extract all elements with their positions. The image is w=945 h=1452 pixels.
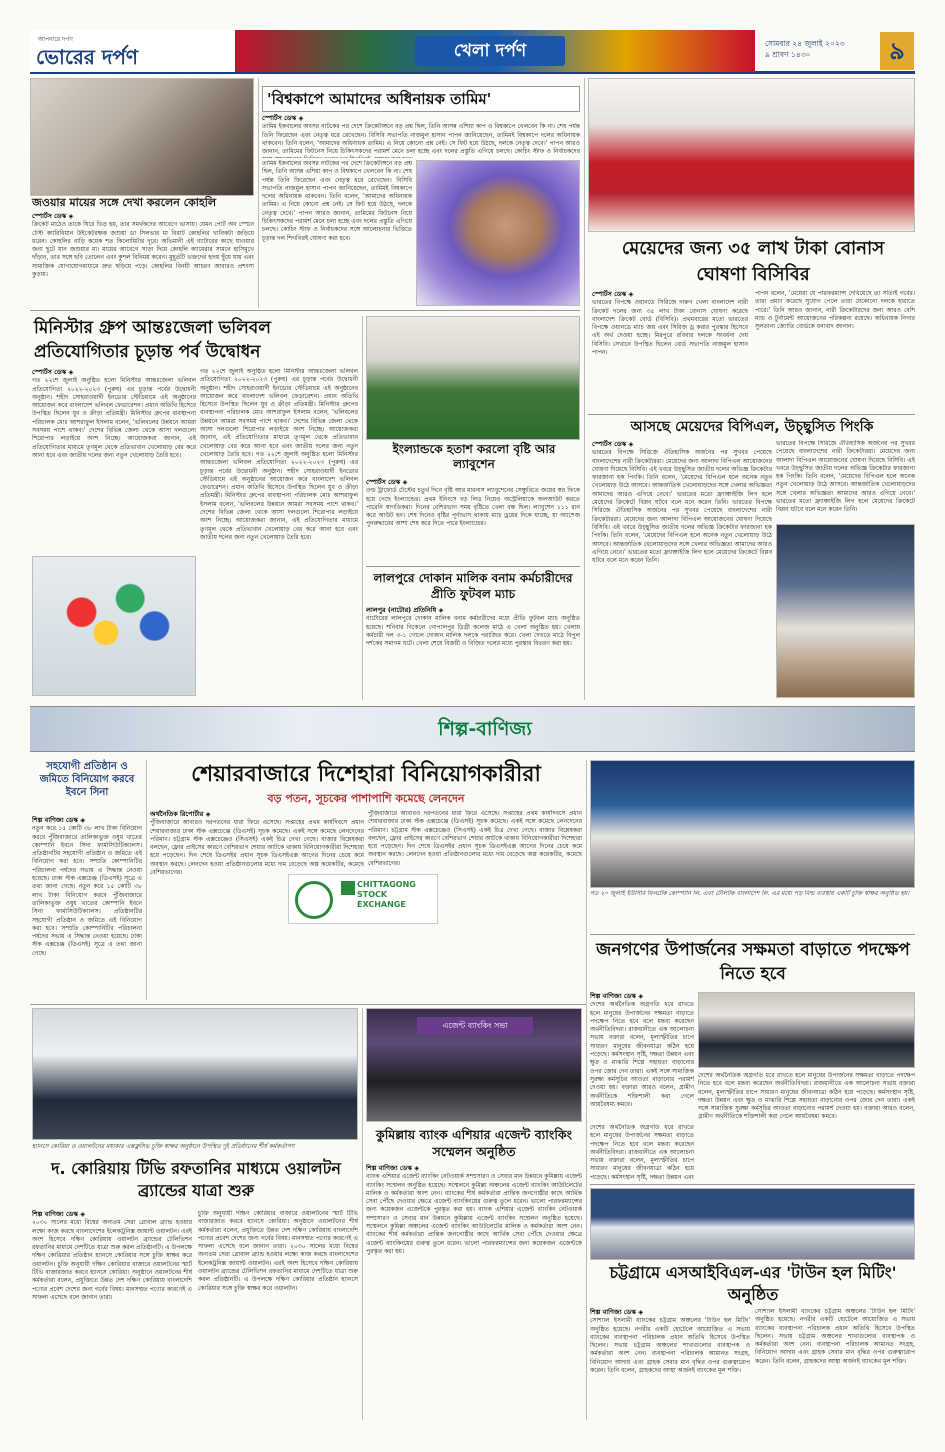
bonus-headline: মেয়েদের জন্য ৩৫ লাখ টাকা বোনাস ঘোষণা বিসিবির: [621, 238, 885, 285]
walton-text-right: চুক্তি অনুযায়ী দক্ষিণ কোরিয়ার বাজারে ওয়ালটনের স্মার্ট টিভি বাজারজাত করবে হ্যানসে কোরিয়া। অনুষ্ঠানে ওয়ালটনের শীর্ষ কর্মকর্তারা বলেন, প্রযুক্তিতে উন্নত দেশ দক্ষিণ কোরিয়ায় বাংলাদেশি পণ্যের প্রবেশ দেশের জন্য গর্বের বিষয়। মানসম্মত পণ্যের কারণেই এ সাফল্য এসেছে বলে জানান তারা।: [198, 1210, 358, 1251]
kohli-desk: স্পোর্টস ডেস্ক ◈: [32, 212, 74, 220]
investment-text: নতুন করে ১৫ কোটি ৩৮ লাখ টাকা বিনিয়োগ করবে পুঁজিবাজারে তালিকাভুক্ত ওষুধ খাতের কোম্পানি ইবনে সিনা ফার্মাসিউটিক্যালস। প্রতিষ্ঠানটির সহযোগী প্রতিষ্ঠান ও জমিতে এই বিনিয়োগ করা হবে। সম্প্রতি কোম্পানিটির পরিচালনা পর্ষদের সভায় এ সিদ্ধান্ত নেওয়া হয়েছে। ঢাকা স্টক এক্সচেঞ্জ (ডিএসই) সূত্রে এ তথ্য জানা গেছে।: [32, 825, 142, 891]
football-text: নাটোরের লালপুরে দোকান মালিক বনাম কর্মচারীদের মধ্যে প্রীতি ফুটবল ম্যাচ অনুষ্ঠিত হয়েছে। শনিবার বিকেলে গোপালপুর ডিগ্রী কলেজ মাঠে এ খেলা অনুষ্ঠিত হয়। খেলায় কর্মচারী দল ৩-১ গোলে দোকান মালিক দলকে পরাজিত করে। খেলা দেখতে মাঠে বিপুল দর্শকের সমাগম ঘটে। খেলা শেষে বিজয়ী ও বিজিত দলের মধ্যে পুরস্কার বিতরণ করা হয়।: [366, 615, 580, 648]
tamim-body-top: [262, 114, 580, 158]
column-rule: [586, 760, 587, 1420]
volleyball-text-cont: গত ২২শে জুলাই অনুষ্ঠিত হলো মিনিস্টার আন্তঃজেলা ভলিবল প্রতিযোগিতা ২০২২-২০২৩ (পুরুষ) এর চূড়ান্ত পর্বের উদ্বোধনী অনুষ্ঠান। শহীদ সোহরাওয়ার্দী ইনডোর স্টেডিয়ামে এই অনুষ্ঠানের আয়োজন করে বাংলাদেশ ভলিবল ফেডারেশন। প্রধান অতিথি হিসেবে উপস্থিত ছিলেন যুব ও ক্রীড়া প্রতিমন্ত্রী। মিনিস্টার গ্রুপের ব্যবস্থাপনা পরিচালক মোঃ আশরাফুল ইসলাম বলেন, 'ভলিবলের উন্নয়নে আমরা সবসময় পাশে থাকব।' দেশের বিভিন্ন জেলা থেকে আসা দলগুলো শিরোপার লড়াইয়ে অংশ নিচ্ছে। আয়োজকরা জানান, এই প্রতিযোগিতার মাধ্যমে তৃণমূল থেকে প্রতিভাবান খেলোয়াড় বের করে আনা হবে এবং জাতীয় দলের জন্য নতুন খেলোয়াড় তৈরি হবে।: [200, 368, 358, 458]
income-body-left: [590, 992, 694, 1122]
column-rule: [584, 78, 585, 700]
ctg-desk: শিল্প বাণিজ্য ডেস্ক ◈: [590, 1308, 644, 1316]
section-header-banner: [235, 30, 755, 72]
paper-name: ভোরের দর্পণ: [36, 45, 138, 69]
ctg-headline: চট্টগ্রামে এসআইবিএল-এর 'টাউন হল মিটিং' অনুষ্ঠিত: [609, 1263, 897, 1304]
bpl-text-cont: ভারতের বিপক্ষে সিরিজে ঐতিহাসিক অর্জনের পর সুখবর পেয়েছে বাংলাদেশের নারী ক্রিকেটাররা। মেয়েদের জন্য আলাদা বিপিএল আয়োজনের ঘোষণা দিয়েছে বিসিবি। এই খবরে উচ্ছ্বসিত জাতীয় দলের অভিজ্ঞ ক্রিকেটার ফারজানা হক পিংকি। তিনি বলেন, 'মেয়েদের বিপিএল হলে অনেক নতুন খেলোয়াড় উঠে আসবে। আন্তর্জাতিক খেলোয়াড়দের সঙ্গে খেলার অভিজ্ঞতা আমাদের আরও এগিয়ে নেবে।' ভারতের মতো ফ্র্যাঞ্চাইজি লিগ হলে মেয়েদের ক্রিকেটে বিপ্লব ঘটবে বলে মনে করেন তিনি।: [592, 499, 772, 565]
bpl-text-right: ভারতের বিপক্ষে সিরিজে ঐতিহাসিক অর্জনের পর সুখবর পেয়েছে বাংলাদেশের নারী ক্রিকেটাররা। মেয়েদের জন্য আলাদা বিপিএল আয়োজনের ঘোষণা দিয়েছে বিসিবি। এই খবরে উচ্ছ্বসিত জাতীয় দলের অভিজ্ঞ ক্রিকেটার ফারজানা হক পিংকি। তিনি বলেন, 'মেয়েদের বিপিএল হলে অনেক নতুন খেলোয়াড় উঠে আসবে। আন্তর্জাতিক খেলোয়াড়দের সঙ্গে খেলার অভিজ্ঞতা আমাদের আরও এগিয়ে নেবে।' ভারতের মতো ফ্র্যাঞ্চাইজি লিগ হলে মেয়েদের ক্রিকেটে বিপ্লব ঘটবে বলে মনে করেন তিনি।: [776, 440, 915, 514]
walton-photo: [32, 1008, 358, 1140]
bonus-text-right: পাপন বলেন, 'মেয়েরা যে পারফরম্যান্স দেখিয়েছে তা সত্যিই গর্বের। তারা প্রমাণ করেছে সুযোগ পেলে তারা যেকোনো দলকে হারাতে পারে।' তিনি আরও জানান, নারী ক্রিকেটারদের জন্য আরও বেশি ম্যাচ ও টুর্নামেন্ট আয়োজনের পরিকল্পনা রয়েছে। অধিনায়ক নিগার সুলতানা জ্যোতি বোর্ডকে ধন্যবাদ জানান।: [755, 290, 915, 331]
walton-text-left: ২০৩০ সালের মধ্যে বিশ্বের অন্যতম সেরা গ্লোবাল ব্র্যান্ড হওয়ার লক্ষ্যে কাজ করছে বাংলাদেশের ইলেকট্রনিক্স জায়ান্ট ওয়ালটন। এরই অংশ হিসেবে দক্ষিণ কোরিয়ায় ওয়ালটন ব্র্যান্ডের টেলিভিশন রফতানির মাধ্যমে দেশটিতে যাত্রা শুরু করল প্রতিষ্ঠানটি। এ উপলক্ষে দক্ষিণ কোরিয়ার প্রতিষ্ঠান হ্যানসে কোরিয়ার সঙ্গে চুক্তি স্বাক্ষর করে ওয়ালটন।: [32, 1219, 192, 1268]
cse-logo-line-3: EXCHANGE: [357, 900, 406, 909]
tamim-photo: [416, 160, 580, 306]
walton-desk: শিল্প বাণিজ্য ডেস্ক ◈: [32, 1210, 86, 1218]
investment-text-cont: নতুন করে ১৫ কোটি ৩৮ লাখ টাকা বিনিয়োগ করবে পুঁজিবাজারে তালিকাভুক্ত ওষুধ খাতের কোম্পানি ইবনে সিনা ফার্মাসিউটিক্যালস। প্রতিষ্ঠানটির সহযোগী প্রতিষ্ঠান ও জমিতে এই বিনিয়োগ করা হবে। সম্প্রতি কোম্পানিটির পরিচালনা পর্ষদের সভায় এ সিদ্ধান্ত নেওয়া হয়েছে। ঢাকা স্টক এক্সচেঞ্জ (ডিএসই) সূত্রে এ তথ্য জানা গেছে।: [32, 883, 142, 957]
income-body-left-cont: [590, 1124, 694, 1182]
walton-body-right: [198, 1210, 358, 1420]
england-body: [366, 478, 580, 564]
income-headline: জনগণের উপার্জনের সক্ষমতা বাড়াতে পদক্ষেপ নিতে হবে: [596, 940, 910, 984]
paper-tagline: আপনারে দর্পণ: [38, 36, 73, 43]
football-desk: লালপুর (নাটোর) প্রতিনিধি ◈: [366, 606, 444, 614]
sharebazar-headline: শেয়ারবাজারে দিশেহারা বিনিয়োগকারীরা: [191, 762, 541, 787]
column-rule: [362, 316, 363, 700]
bpl-desk: স্পোর্টস ডেস্ক ◈: [592, 440, 634, 448]
england-text: ওল্ড ট্রাফোর্ড টেস্টের চতুর্থ দিনে বৃষ্টি আর মারনাস ল্যাবুশেনের সেঞ্চুরিতে জয়ের স্বপ্ন ফিকে হয়ে গেছে ইংল্যান্ডের। প্রথম ইনিংসে বড় লিড নিয়েও অস্ট্রেলিয়াকে অলআউট করতে পারেনি স্বাগতিকরা। দিনের বেশিরভাগ সময় বৃষ্টিতে খেলা বন্ধ ছিল। ল্যাবুশেন ১১১ রান করে আউট হন। শেষ দিনেও বৃষ্টির পূর্বাভাস থাকায় ম্যাচ ড্রয়ের দিকে যাচ্ছে, যা অ্যাশেজ পুনরুদ্ধারের আশা শেষ করে দিতে পারে ইংল্যান্ডের।: [366, 487, 580, 528]
income-text-cont: দেশের অর্থনৈতিক অগ্রগতি ধরে রাখতে হলে মানুষের উপার্জনের সক্ষমতা বাড়াতে পদক্ষেপ নিতে হবে বলে মন্তব্য করেছেন অর্থনীতিবিদরা। রাজধানীতে এক আলোচনা সভায় বক্তারা বলেন, মূল্যস্ফীতির চাপে সাধারণ মানুষের জীবনযাত্রা কঠিন হয়ে পড়েছে। কর্মসংস্থান সৃষ্টি, দক্ষতা উন্নয়ন এবং ক্ষুদ্র ও মাঝারি শিল্পে সহায়তা বাড়ানোর ওপর জোর দেন তারা। একই সঙ্গে সামাজিক সুরক্ষা কর্মসূচির আওতা বাড়ানোর পরামর্শ দেওয়া হয়। বক্তারা আরও বলেন, গ্রামীণ অর্থনীতিকে শক্তিশালী করা গেলে আয়বৈষম্য কমবে।: [698, 1072, 915, 1121]
volleyball-body-left: [32, 368, 196, 552]
issue-date: [765, 38, 875, 60]
walton-text-left-cont: চুক্তি অনুযায়ী দক্ষিণ কোরিয়ার বাজারে ওয়ালটনের স্মার্ট টিভি বাজারজাত করবে হ্যানসে কোরিয়া। অনুষ্ঠানে ওয়ালটনের শীর্ষ কর্মকর্তারা বলেন, প্রযুক্তিতে উন্নত দেশ দক্ষিণ কোরিয়ায় বাংলাদেশি পণ্যের প্রবেশ দেশের জন্য গর্বের বিষয়। মানসম্মত পণ্যের কারণেই এ সাফল্য এসেছে বলে জানান তারা।: [32, 1260, 192, 1301]
divider: [30, 1004, 586, 1005]
investment-headline: সহযোগী প্রতিষ্ঠান ও জমিতে বিনিয়োগ করবে ইবনে সিনা: [39, 761, 135, 798]
sharebazar-subhead: বড় পতন, সূচকের পাশাপাশি কমেছে লেনদেন: [267, 792, 465, 805]
tamim-headline: 'বিশ্বকাপে আমাদের অধিনায়ক তামিম': [262, 86, 580, 112]
bonus-body-left: [592, 290, 748, 410]
kohli-photo: [30, 78, 254, 196]
walton-body-left: [32, 1210, 192, 1420]
england-headline: ইংল্যান্ডকে হতাশ করলো বৃষ্টি আর ল্যাবুশেন: [392, 442, 556, 471]
walton-headline: দ. কোরিয়ায় টিভি রফতানির মাধ্যমে ওয়ালটন ব্র্যান্ডের যাত্রা শুরু: [51, 1159, 341, 1200]
walton-caption: হ্যানসে কোরিয়া ও ওয়ালটনের মধ্যকার এক্সক্লুসিভ চুক্তি স্বাক্ষর অনুষ্ঠানে উপস্থিত দুই প্রতিষ্ঠানের শীর্ষ কর্মকর্তাগণ: [32, 1143, 295, 1150]
sibl-stage-photo: [590, 1188, 915, 1260]
ctg-text-cont: সোশ্যাল ইসলামী ব্যাংকের চট্টগ্রাম অঞ্চলের 'টাউন হল মিটিং' অনুষ্ঠিত হয়েছে। নগরীর একটি হোটেলে আয়োজিত এ সভায় ব্যাংকের ব্যবস্থাপনা পরিচালক প্রধান অতিথি হিসেবে উপস্থিত ছিলেন। সভায় চট্টগ্রাম অঞ্চলের শাখাগুলোর ব্যবস্থাপক ও কর্মকর্তারা অংশ নেন। ব্যবস্থাপনা পরিচালক আমানত সংগ্রহ, বিনিয়োগ আদায় এবং গ্রাহক সেবার মান বৃদ্ধির ওপর গুরুত্বারোপ করেন। তিনি বলেন, গ্রাহকদের আস্থা অর্জনই ব্যাংকের মূল শক্তি।: [755, 1308, 915, 1365]
cse-logo-line-2: STOCK: [357, 890, 388, 899]
kohli-headline: জওয়ার মায়ের সঙ্গে দেখা করলেন কোহলি: [32, 196, 217, 209]
tamim-text-cont: তামিম ইকবালের অবসর নাটকের পর দেশে ক্রিকেটাঙ্গনে বড় প্রশ্ন ছিল, তিনি আসন্ন এশিয়া কাপ ও বিশ্বকাপে খেলবেন কি না। শেষ পর্যন্ত তিনি ফিরেছেন এবং নেতৃত্ব ধরে রেখেছেন। বিসিবি সভাপতি নাজমুল হাসান পাপন জানিয়েছেন, তামিমই বিশ্বকাপে দলের অধিনায়ক থাকবেন। তিনি বলেন, 'আমাদের অধিনায়ক তামিম। এ নিয়ে কোনো প্রশ্ন নেই। সে ফিট হয়ে উঠছে, দলকে নেতৃত্ব দেবে।' পাপন আরও জানান, তামিমের ফিটনেস নিয়ে চিকিৎসকদের পরামর্শ মেনে চলা হচ্ছে এবং দলের প্রস্তুতি এগিয়ে চলছে। কোচিং স্টাফ ও নির্বাচকদের সঙ্গে আলোচনার ভিত্তিতে চূড়ান্ত দল শিগগিরই ঘোষণা করা হবে।: [262, 160, 412, 242]
agent-desk: শিল্প বাণিজ্য ডেস্ক ◈: [366, 1164, 420, 1172]
date-line-1: সোমবার ২৪ জুলাই ২০২৩: [765, 39, 845, 48]
agent-body: [366, 1164, 582, 1420]
sharebazar-text: পুঁজিবাজারে আবারও দরপতনের ধারা ফিরে এসেছে। সপ্তাহের প্রথম কার্যদিবসে প্রধান শেয়ারবাজার ঢাকা স্টক এক্সচেঞ্জে (ডিএসই) সূচক কমেছে। একই সঙ্গে কমেছে লেনদেনের পরিমাণ। চট্টগ্রাম স্টক এক্সচেঞ্জেও (সিএসই) একই চিত্র দেখা গেছে। বাজার বিশ্লেষকরা বলছেন, ফ্লোর প্রাইসের কারণে বেশিরভাগ শেয়ার আটকে থাকায় বিনিয়োগকারীরা দিশেহারা হয়ে পড়েছেন। দিন শেষে ডিএসইর প্রধান সূচক ডিএসইএক্স আগের দিনের চেয়ে কমে অবস্থান করছে। লেনদেন হওয়া প্রতিষ্ঠানগুলোর মধ্যে দাম বেড়েছে অল্প কয়েকটির, কমেছে বেশিরভাগের।: [150, 819, 364, 877]
agent-text: ব্যাংক এশিয়ার এজেন্ট ব্যাংকিং নেটওয়ার্ক সম্প্রসারণ ও সেবার মান উন্নয়নে কুমিল্লায় এজেন্ট ব্যাংকিং সম্মেলন অনুষ্ঠিত হয়েছে। সম্মেলনে কুমিল্লা অঞ্চলের এজেন্ট ব্যাংকিং আউটলেটের মালিক ও কর্মকর্তারা অংশ নেন। ব্যাংকের শীর্ষ কর্মকর্তারা প্রান্তিক জনগোষ্ঠীর কাছে আর্থিক সেবা পৌঁছে দেওয়ার ক্ষেত্রে এজেন্ট ব্যাংকিংয়ের গুরুত্ব তুলে ধরেন। ভালো পারফরম্যান্সের জন্য কয়েকজন এজেন্টকে পুরস্কৃত করা হয়।: [366, 1173, 582, 1214]
volleyball-photo: [32, 556, 196, 696]
contract-signing-photo: [590, 760, 915, 888]
cse-logo-line-1: CHITTAGONG: [357, 880, 416, 889]
cricket-photo: [366, 316, 580, 440]
ctg-body-left: [590, 1308, 750, 1420]
bpl-text: ভারতের বিপক্ষে সিরিজে ঐতিহাসিক অর্জনের পর সুখবর পেয়েছে বাংলাদেশের নারী ক্রিকেটাররা। মেয়েদের জন্য আলাদা বিপিএল আয়োজনের ঘোষণা দিয়েছে বিসিবি। এই খবরে উচ্ছ্বসিত জাতীয় দলের অভিজ্ঞ ক্রিকেটার ফারজানা হক পিংকি। তিনি বলেন, 'মেয়েদের বিপিএল হলে অনেক নতুন খেলোয়াড় উঠে আসবে। আন্তর্জাতিক খেলোয়াড়দের সঙ্গে খেলার অভিজ্ঞতা আমাদের আরও এগিয়ে নেবে।' ভারতের মতো ফ্র্যাঞ্চাইজি লিগ হলে মেয়েদের ক্রিকেটে বিপ্লব ঘটবে বলে মনে করেন তিনি।: [592, 449, 772, 507]
seminar-photo: [698, 992, 915, 1068]
divider: [146, 760, 147, 1000]
income-text-cont2: দেশের অর্থনৈতিক অগ্রগতি ধরে রাখতে হলে মানুষের উপার্জনের সক্ষমতা বাড়াতে পদক্ষেপ নিতে হবে বলে মন্তব্য করেছেন অর্থনীতিবিদরা। রাজধানীতে এক আলোচনা সভায় বক্তারা বলেন, মূল্যস্ফীতির চাপে সাধারণ মানুষের জীবনযাত্রা কঠিন হয়ে পড়েছে। কর্মসংস্থান সৃষ্টি, দক্ষতা উন্নয়ন এবং: [590, 1124, 694, 1181]
income-body-right: [698, 1072, 915, 1182]
investment-desk: শিল্প বাণিজ্য ডেস্ক ◈: [32, 816, 86, 824]
agent-banking-photo: [366, 1008, 582, 1122]
dse-seal-icon: [295, 881, 333, 919]
cse-logo: [288, 874, 438, 924]
date-line-2: ৯ শ্রাবণ ১৪৩০: [765, 50, 811, 59]
page-number: ৯: [880, 32, 914, 70]
volleyball-text: গত ২২শে জুলাই অনুষ্ঠিত হলো মিনিস্টার আন্তঃজেলা ভলিবল প্রতিযোগিতা ২০২২-২০২৩ (পুরুষ) এর চূড়ান্ত পর্বের উদ্বোধনী অনুষ্ঠান। শহীদ সোহরাওয়ার্দী ইনডোর স্টেডিয়ামে এই অনুষ্ঠানের আয়োজন করে বাংলাদেশ ভলিবল ফেডারেশন। প্রধান অতিথি হিসেবে উপস্থিত ছিলেন যুব ও ক্রীড়া প্রতিমন্ত্রী। মিনিস্টার গ্রুপের ব্যবস্থাপনা পরিচালক মোঃ আশরাফুল ইসলাম বলেন, 'ভলিবলের উন্নয়নে আমরা সবসময় পাশে থাকব।' দেশের বিভিন্ন জেলা থেকে আসা দলগুলো শিরোপার লড়াইয়ে অংশ নিচ্ছে। আয়োজকরা জানান, এই প্রতিযোগিতার মাধ্যমে তৃণমূল থেকে প্রতিভাবান খেলোয়াড় বের করে আনা হবে এবং জাতীয় দলের জন্য নতুন খেলোয়াড় তৈরি হবে।: [32, 377, 196, 459]
bonus-desk: স্পোর্টস ডেস্ক ◈: [592, 290, 634, 298]
england-desk: স্পোর্টস ডেস্ক ◈: [366, 478, 408, 486]
column-rule: [258, 78, 259, 308]
walton-text-right-cont: ২০৩০ সালের মধ্যে বিশ্বের অন্যতম সেরা গ্লোবাল ব্র্যান্ড হওয়ার লক্ষ্যে কাজ করছে বাংলাদেশের ইলেকট্রনিক্স জায়ান্ট ওয়ালটন। এরই অংশ হিসেবে দক্ষিণ কোরিয়ায় ওয়ালটন ব্র্যান্ডের টেলিভিশন রফতানির মাধ্যমে দেশটিতে যাত্রা শুরু করল প্রতিষ্ঠানটি। এ উপলক্ষে দক্ষিণ কোরিয়ার প্রতিষ্ঠান হ্যানসে কোরিয়ার সঙ্গে চুক্তি স্বাক্ষর করে ওয়ালটন।: [198, 1243, 358, 1292]
football-body: [366, 606, 580, 700]
kohli-body: [32, 212, 254, 308]
women-team-photo: [588, 78, 915, 232]
business-section-banner: [30, 706, 915, 752]
bonus-text-left: ভারতের বিপক্ষে ওয়ানডে সিরিজে দারুণ খেলা বাংলাদেশ নারী ক্রিকেট দলের জন্য ৩৫ লাখ টাকা বোনাস ঘোষণা করেছে বাংলাদেশ ক্রিকেট বোর্ড (বিসিবি)। প্রথমবারের মতো ভারতের বিপক্ষে ওয়ানডে ম্যাচ জয় এবং সিরিজ ড্র করার পুরস্কার হিসেবে এই অর্থ দেওয়া হচ্ছে। মিরপুরে রবিবার দলকে সংবর্ধনা দেয় বিসিবি। সেখানে উপস্থিত ছিলেন বোর্ড সভাপতি নাজমুল হাসান পাপন।: [592, 299, 748, 357]
business-section-title: শিল্প-বাণিজ্য: [438, 718, 532, 740]
bpl-headline: আসছে মেয়েদের বিপিএল, উচ্ছ্বসিত পিংকি: [630, 419, 874, 435]
agent-banner-text: এজেন্ট ব্যাংকিং সভা: [417, 1017, 533, 1035]
income-desk: শিল্প বাণিজ্য ডেস্ক ◈: [590, 992, 644, 1000]
tamim-desk: স্পোর্টস ডেস্ক ◈: [262, 114, 304, 122]
ctg-text: সোশ্যাল ইসলামী ব্যাংকের চট্টগ্রাম অঞ্চলের 'টাউন হল মিটিং' অনুষ্ঠিত হয়েছে। নগরীর একটি হোটেলে আয়োজিত এ সভায় ব্যাংকের ব্যবস্থাপনা পরিচালক প্রধান অতিথি হিসেবে উপস্থিত ছিলেন। সভায় চট্টগ্রাম অঞ্চলের শাখাগুলোর ব্যবস্থাপক ও কর্মকর্তারা অংশ নেন। ব্যবস্থাপনা পরিচালক আমানত সংগ্রহ, বিনিয়োগ আদায় এবং গ্রাহক সেবার মান বৃদ্ধির ওপর গুরুত্বারোপ করেন। তিনি বলেন, গ্রাহকদের আস্থা অর্জনই ব্যাংকের মূল শক্তি।: [590, 1317, 750, 1375]
cse-mark-icon: [341, 881, 355, 895]
divider: [590, 1184, 915, 1185]
ucb-caption: গত ২০ জুলাই ইউসিবি ফিনটেক কোম্পানি লি. এবং টেলিটক বাংলাদেশ লি. এর মধ্যে পড় বিল্ড ব্যবস্থায় একটি চুক্তি স্বাক্ষর অনুষ্ঠিত হয়।: [590, 890, 910, 897]
bonus-body-right: [755, 290, 915, 410]
bpl-body-left: [592, 440, 772, 698]
ctg-body-right: [755, 1308, 915, 1420]
divider: [590, 934, 915, 935]
volleyball-headline: মিনিস্টার গ্রুপ আন্তঃজেলা ভলিবল প্রতিযোগিতার চূড়ান্ত পর্ব উদ্বোধন: [34, 318, 271, 362]
divider: [588, 414, 915, 415]
divider: [30, 310, 580, 311]
divider: [366, 566, 580, 567]
sharebazar-text-cont: পুঁজিবাজারে আবারও দরপতনের ধারা ফিরে এসেছে। সপ্তাহের প্রথম কার্যদিবসে প্রধান শেয়ারবাজার ঢাকা স্টক এক্সচেঞ্জে (ডিএসই) সূচক কমেছে। একই সঙ্গে কমেছে লেনদেনের পরিমাণ। চট্টগ্রাম স্টক এক্সচেঞ্জেও (সিএসই) একই চিত্র দেখা গেছে। বাজার বিশ্লেষকরা বলছেন, ফ্লোর প্রাইসের কারণে বেশিরভাগ শেয়ার আটকে থাকায় বিনিয়োগকারীরা দিশেহারা হয়ে পড়েছেন। দিন শেষে ডিএসইর প্রধান সূচক ডিএসইএক্স আগের দিনের চেয়ে কমে অবস্থান করছে। লেনদেন হওয়া প্রতিষ্ঠানগুলোর মধ্যে দাম বেড়েছে অল্প কয়েকটির, কমেছে বেশিরভাগের।: [368, 810, 582, 867]
agent-headline: কুমিল্লায় ব্যাংক এশিয়ার এজেন্ট ব্যাংকিং সম্মেলন অনুষ্ঠিত: [375, 1127, 573, 1159]
volleyball-text-cont2: গত ২২শে জুলাই অনুষ্ঠিত হলো মিনিস্টার আন্তঃজেলা ভলিবল প্রতিযোগিতা ২০২২-২০২৩ (পুরুষ) এর চূড়ান্ত পর্বের উদ্বোধনী অনুষ্ঠান। শহীদ সোহরাওয়ার্দী ইনডোর স্টেডিয়ামে এই অনুষ্ঠানের আয়োজন করে বাংলাদেশ ভলিবল ফেডারেশন। প্রধান অতিথি হিসেবে উপস্থিত ছিলেন যুব ও ক্রীড়া প্রতিমন্ত্রী। মিনিস্টার গ্রুপের ব্যবস্থাপনা পরিচালক মোঃ আশরাফুল ইসলাম বলেন, 'ভলিবলের উন্নয়নে আমরা সবসময় পাশে থাকব।' দেশের বিভিন্ন জেলা থেকে আসা দলগুলো শিরোপার লড়াইয়ে অংশ নিচ্ছে। আয়োজকরা জানান, এই প্রতিযোগিতার মাধ্যমে তৃণমূল থেকে প্রতিভাবান খেলোয়াড় বের করে আনা হবে এবং জাতীয় দলের জন্য নতুন খেলোয়াড় তৈরি হবে।: [200, 450, 358, 541]
income-text: দেশের অর্থনৈতিক অগ্রগতি ধরে রাখতে হলে মানুষের উপার্জনের সক্ষমতা বাড়াতে পদক্ষেপ নিতে হবে বলে মন্তব্য করেছেন অর্থনীতিবিদরা। রাজধানীতে এক আলোচনা সভায় বক্তারা বলেন, মূল্যস্ফীতির চাপে সাধারণ মানুষের জীবনযাত্রা কঠিন হয়ে পড়েছে। কর্মসংস্থান সৃষ্টি, দক্ষতা উন্নয়ন এবং ক্ষুদ্র ও মাঝারি শিল্পে সহায়তা বাড়ানোর ওপর জোর দেন তারা। একই সঙ্গে সামাজিক সুরক্ষা কর্মসূচির আওতা বাড়ানোর পরামর্শ দেওয়া হয়। বক্তারা আরও বলেন, গ্রামীণ অর্থনীতিকে শক্তিশালী করা গেলে আয়বৈষম্য কমবে।: [590, 1001, 694, 1108]
investment-body: [32, 816, 142, 1002]
column-rule: [362, 1008, 363, 1420]
paper-logo: [30, 30, 235, 72]
volleyball-body-right: [200, 368, 358, 698]
sharebazar-desk: অর্থনৈতিক রিপোর্টার ◈: [150, 810, 211, 818]
kohli-text: ক্রিকেট মাঠেও তাকে ঘিরে ভিড় হয়, তার সমর্থকদের আবেগে ভাসায়। যেমন পোর্ট অব স্পেনে টেস্ট ক্যারিবিয়ান উইকেটরক্ষক জশুয়া ডা সিলভার মা বিরাট কোহলির খানিকটা জড়িয়ে ধরেন। কোহলির বাড়ি কয়েক শত কিলোমিটার দূরে। অভিমানী এই ব্যাটারের কাছে যাওয়ার জন্য ছুটে যান জশুয়ার মা। মায়ের আবেগে সাড়া দিয়ে কোহলি ক্যামেরার সামনে হাসিমুখে দাঁড়ান, তার সঙ্গে ছবি তোলেন এবং কুশল বিনিময় করেন। মুহূর্তটি ভক্তদের হৃদয় ছুঁয়ে যায় এবং সামাজিক যোগাযোগমাধ্যমে দ্রুত ছড়িয়ে পড়ে। কোহলির বিনয়ী আচরণ আবারও প্রশংসা কুড়ায়।: [32, 221, 254, 279]
pinky-photo: [776, 524, 915, 698]
agent-text-cont: ব্যাংক এশিয়ার এজেন্ট ব্যাংকিং নেটওয়ার্ক সম্প্রসারণ ও সেবার মান উন্নয়নে কুমিল্লায় এজেন্ট ব্যাংকিং সম্মেলন অনুষ্ঠিত হয়েছে। সম্মেলনে কুমিল্লা অঞ্চলের এজেন্ট ব্যাংকিং আউটলেটের মালিক ও কর্মকর্তারা অংশ নেন। ব্যাংকের শীর্ষ কর্মকর্তারা প্রান্তিক জনগোষ্ঠীর কাছে আর্থিক সেবা পৌঁছে দেওয়ার ক্ষেত্রে এজেন্ট ব্যাংকিংয়ের গুরুত্ব তুলে ধরেন। ভালো পারফরম্যান্সের জন্য কয়েকজন এজেন্টকে পুরস্কৃত করা হয়।: [366, 1206, 582, 1255]
masthead: [30, 30, 915, 74]
tamim-body-column: [262, 160, 412, 306]
section-title: খেলা দর্পণ: [415, 36, 565, 66]
football-headline: লালপুরে দোকান মালিক বনাম কর্মচারীদের প্রীতি ফুটবল ম্যাচ: [373, 571, 573, 601]
tamim-text: তামিম ইকবালের অবসর নাটকের পর দেশে ক্রিকেটাঙ্গনে বড় প্রশ্ন ছিল, তিনি আসন্ন এশিয়া কাপ ও বিশ্বকাপে খেলবেন কি না। শেষ পর্যন্ত তিনি ফিরেছেন এবং নেতৃত্ব ধরে রেখেছেন। বিসিবি সভাপতি নাজমুল হাসান পাপন জানিয়েছেন, তামিমই বিশ্বকাপে দলের অধিনায়ক থাকবেন। তিনি বলেন, 'আমাদের অধিনায়ক তামিম। এ নিয়ে কোনো প্রশ্ন নেই। সে ফিট হয়ে উঠছে, দলকে নেতৃত্ব দেবে।' পাপন আরও জানান, তামিমের ফিটনেস নিয়ে চিকিৎসকদের পরামর্শ মেনে চলা হচ্ছে এবং দলের প্রস্তুতি এগিয়ে চলছে। কোচিং স্টাফ ও নির্বাচকদের: [262, 123, 580, 156]
bpl-body-right: [776, 440, 915, 520]
volleyball-desk: স্পোর্টস ডেস্ক ◈: [32, 368, 74, 376]
